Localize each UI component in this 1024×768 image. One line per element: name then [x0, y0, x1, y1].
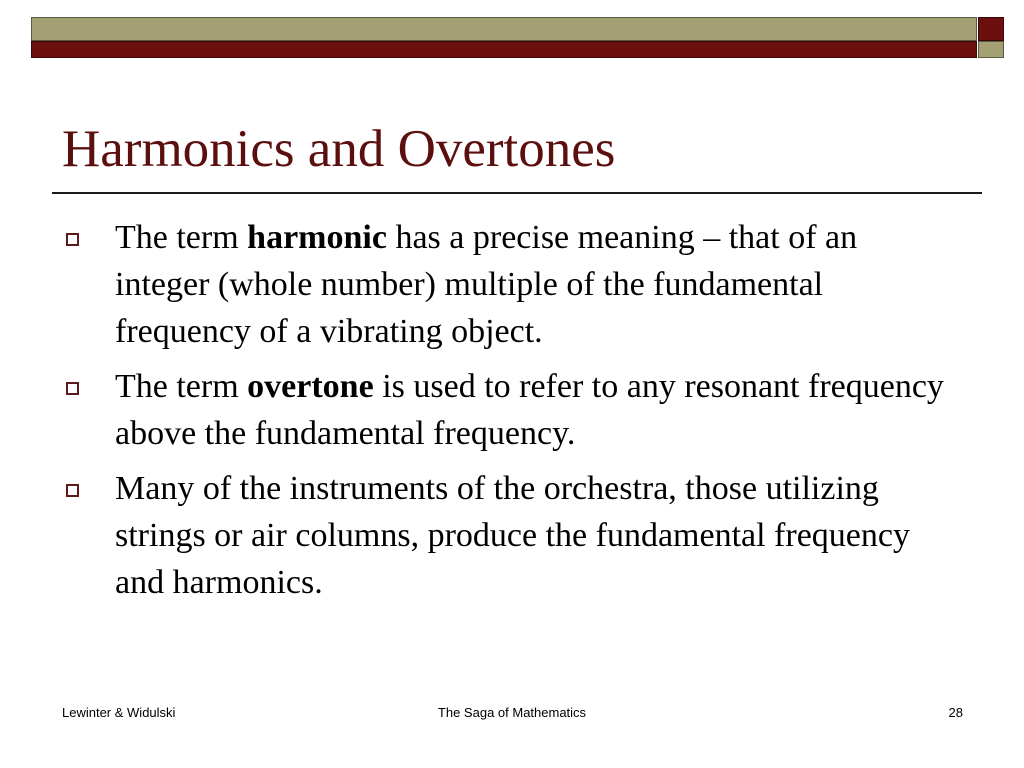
header-square-maroon: [978, 17, 1004, 41]
header-band-olive: [31, 17, 977, 41]
hollow-square-bullet-icon: [66, 484, 79, 497]
title-divider: [52, 192, 982, 194]
bullet-text-lead: Many of the instruments of the orchestra, those utilizing strings or air columns, produce the fundamental frequency and harmonics.: [115, 470, 910, 601]
hollow-square-bullet-icon: [66, 382, 79, 395]
bullet-text-lead: The term: [115, 219, 248, 256]
footer-authors: Lewinter & Widulski: [62, 705, 176, 720]
slide-number: 28: [948, 705, 963, 720]
bullet-item: [0, 214, 1024, 355]
bullet-text-rest: has a precise meaning – that of an integer (whole number) multiple of the fundamental frequency of a vibrating object.: [115, 219, 858, 350]
bullet-text-lead: The term: [115, 368, 248, 405]
hollow-square-bullet-icon: [66, 233, 79, 246]
header-square-olive: [978, 41, 1004, 58]
bullet-list: [0, 214, 1024, 614]
bullet-item: [0, 465, 1024, 606]
bullet-term: harmonic: [247, 219, 387, 256]
bullet-term: overtone: [247, 368, 374, 405]
header-band-maroon: [31, 41, 977, 58]
slide-title: Harmonics and Overtones: [62, 120, 616, 178]
bullet-item: [0, 363, 1024, 457]
bullet-text-rest: is used to refer to any resonant frequency above the fundamental frequency.: [115, 368, 944, 452]
footer-course-title: The Saga of Mathematics: [437, 705, 587, 720]
